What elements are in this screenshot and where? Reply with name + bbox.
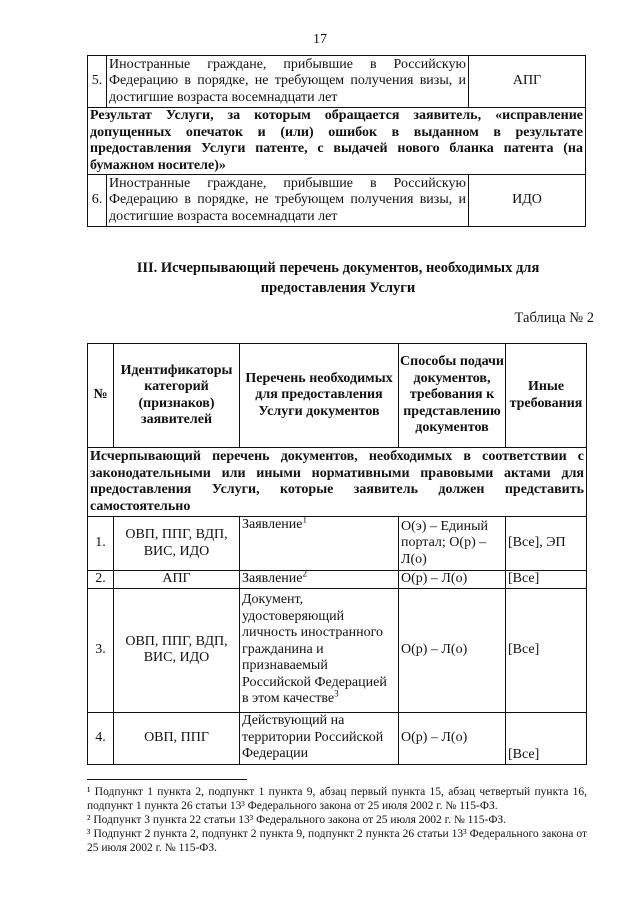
other-requirements: [Все] — [506, 571, 587, 589]
footnotes — [87, 785, 587, 855]
submission-method: О(р) – Л(о) — [399, 588, 506, 712]
documents-table — [87, 343, 587, 765]
row-number: 4. — [88, 712, 114, 764]
footnote-2: ² Подпункт 3 пункта 22 статьи 13³ Федерального закона от 25 июля 2002 г. № 115-ФЗ. — [87, 814, 507, 826]
document-name: Заявление$^2$ — [240, 571, 399, 589]
column-header-other-requirements: Иные требования — [506, 344, 587, 448]
footnote-ref: 1 — [302, 514, 307, 525]
document-name: Документ, удостоверяющий личность иностранного гражданина и признаваемый Российской Федерацией в этом качестве$^3$ — [240, 588, 399, 712]
footnote-ref: 2 — [302, 568, 307, 579]
table-row — [88, 588, 587, 712]
table-row — [88, 108, 586, 175]
document-name: Заявление$^1$ — [240, 517, 399, 571]
table-row — [88, 712, 587, 764]
row-number: 5. — [88, 56, 107, 108]
footnote-3: ³ Подпункт 2 пункта 2, подпункт 2 пункта 9, подпункт 2 пункта 26 статьи 13³ Федерального закона от 25 июля 2002 г. № 115-ФЗ. — [87, 828, 587, 854]
document-name: Действующий на территории Российской Федерации — [240, 712, 399, 764]
submission-method: О(р) – Л(о) — [399, 712, 506, 764]
category-codes: ОВП, ППГ — [114, 712, 240, 764]
table-row — [88, 56, 586, 108]
submission-method: О(р) – Л(о) — [399, 571, 506, 589]
page-number: 17 — [313, 32, 327, 47]
table-row — [88, 175, 586, 227]
column-header-documents: Перечень необходимых для предоставления Услуги документов — [240, 344, 399, 448]
other-requirements: [Все], ЭП — [506, 517, 587, 571]
footnote-ref: 3 — [334, 688, 339, 699]
applicant-categories-table — [87, 55, 586, 227]
row-number: 1. — [88, 517, 114, 571]
section-row-heading: Исчерпывающий перечень документов, необходимых в соответствии с законодательными или иными нормативными правовыми актами для предоставления Услуги, которые заявитель должен представить самостоятельно — [88, 448, 587, 517]
section-title: III. Исчерпывающий перечень документов, необходимых для предоставления Услуги — [136, 260, 540, 296]
table-row — [88, 448, 587, 517]
submission-method: О(э) – Единый портал; О(р) – Л(о) — [399, 517, 506, 571]
footnote-divider — [87, 779, 247, 780]
footnote-1: ¹ Подпункт 1 пункта 2, подпункт 1 пункта 9, абзац первый пункта 15, абзац четвертый пункта 16, подпункт 1 пункта 26 статьи 13³ Федерального закона от 25 июля 2002 г. № 115-ФЗ. — [87, 786, 587, 812]
category-codes: АПГ — [114, 571, 240, 589]
column-header-submission-methods: Способы подачи документов, требования к представлению документов — [399, 344, 506, 448]
row-number: 3. — [88, 588, 114, 712]
service-result-heading: Результат Услуги, за которым обращается заявитель, «исправление допущенных опечаток и (или) ошибок в выданном в результате предоставления Услуги патенте, с выдачей нового бланка патента (на бумажном носителе)» — [88, 108, 586, 175]
category-code: ИДО — [469, 175, 586, 227]
row-number: 6. — [88, 175, 107, 227]
row-number: 2. — [88, 571, 114, 589]
table-row — [88, 517, 587, 571]
other-requirements: [Все] — [506, 712, 587, 764]
category-codes: ОВП, ППГ, ВДП, ВИС, ИДО — [114, 517, 240, 571]
table-row — [88, 571, 587, 589]
category-codes: ОВП, ППГ, ВДП, ВИС, ИДО — [114, 588, 240, 712]
column-header-number: № — [88, 344, 114, 448]
table-header-row — [88, 344, 587, 448]
column-header-identifiers: Идентификаторы категорий (признаков) заявителей — [114, 344, 240, 448]
category-code: АПГ — [469, 56, 586, 108]
other-requirements: [Все] — [506, 588, 587, 712]
applicant-category: Иностранные граждане, прибывшие в Российскую Федерацию в порядке, не требующем получения визы, и достигшие возраста восемнадцати лет — [107, 56, 469, 108]
applicant-category: Иностранные граждане, прибывшие в Российскую Федерацию в порядке, не требующем получения визы, и достигшие возраста восемнадцати лет — [107, 175, 469, 227]
table-label: Таблица № 2 — [514, 310, 594, 326]
